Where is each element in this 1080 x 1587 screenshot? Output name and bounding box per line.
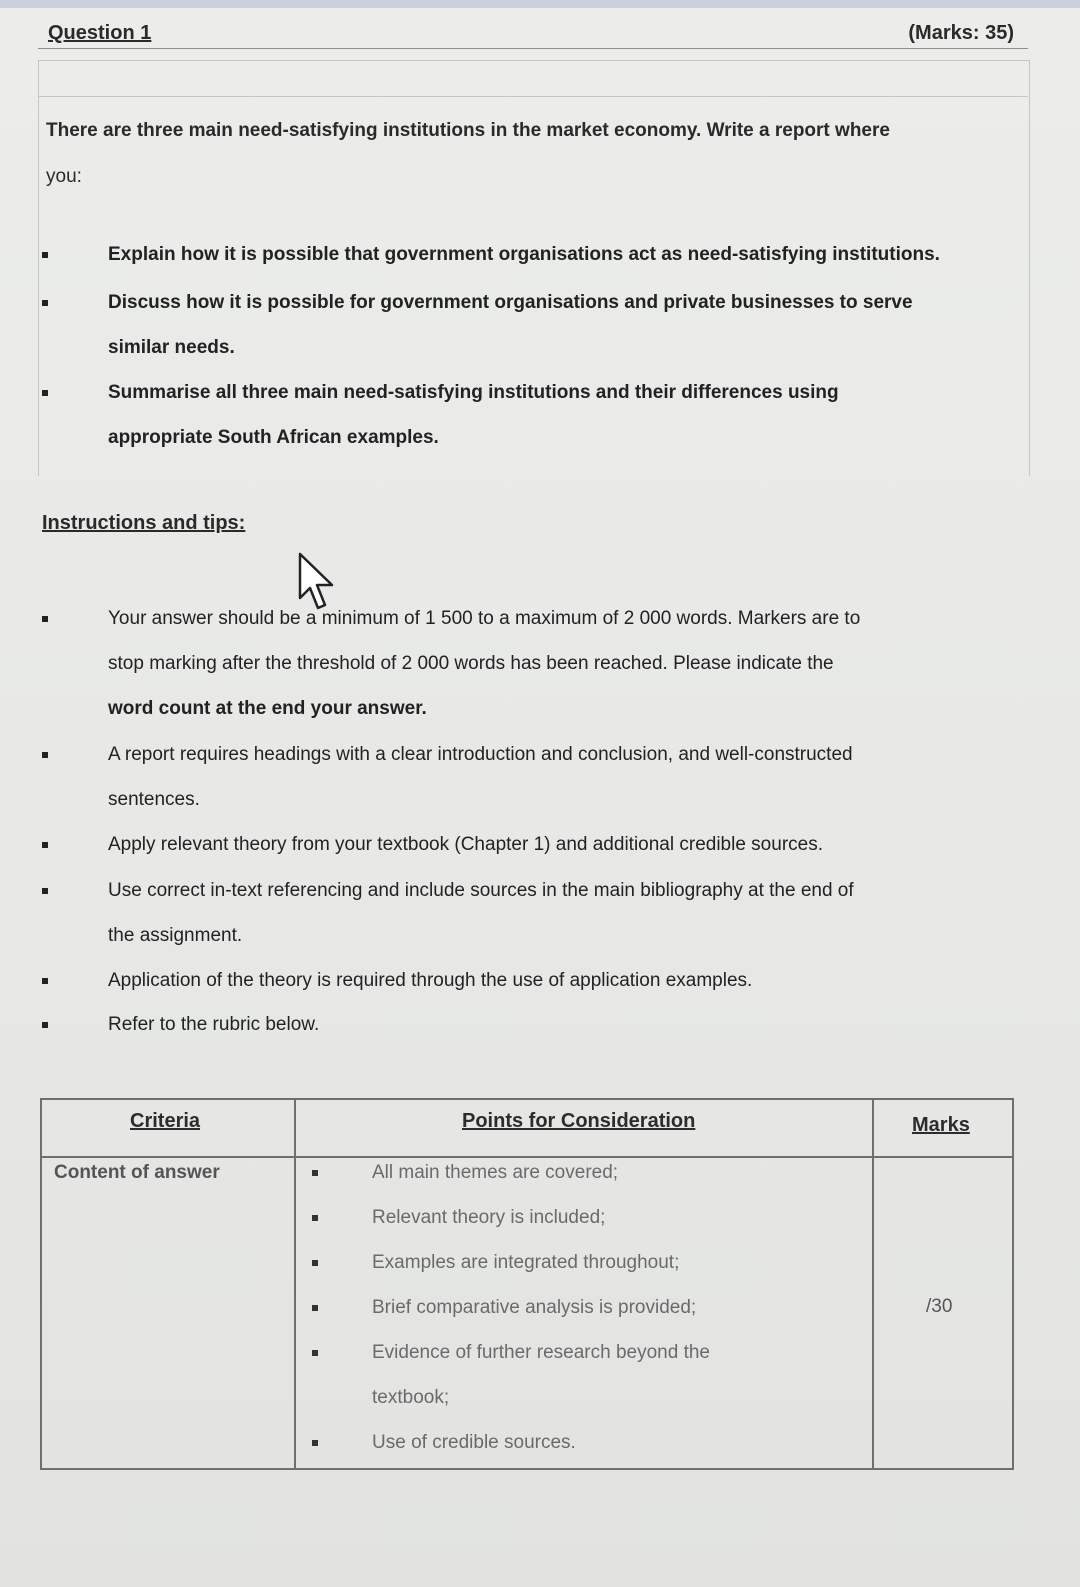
task-line: Summarise all three main need-satisfying institutions and their differences using [108,382,839,403]
rubric-point-text [372,1240,802,1285]
task-line: Discuss how it is possible for government organisations and private businesses to serve [108,292,913,313]
instruction-line: Application of the theory is required through the use of application examples. [108,970,753,991]
bullet-icon [42,300,48,306]
header-marks: Marks [912,1114,970,1136]
bullet-icon [42,752,48,758]
intro-line-2: you: [46,166,82,187]
task-line: similar needs. [108,337,235,358]
bullet-icon [312,1440,318,1446]
instruction-line: sentences. [108,789,200,810]
bullet-icon [42,616,48,622]
instruction-line: stop marking after the threshold of 2 000 words has been reached. Please indicate the [108,653,834,674]
marks-cell: /30 [926,1296,953,1317]
bullet-icon [312,1260,318,1266]
intro-line-1: There are three main need-satisfying institutions in the market economy. Write a report where [46,120,890,141]
bullet-icon [312,1350,318,1356]
instruction-line: Your answer should be a minimum of 1 500 to a maximum of 2 000 words. Markers are to [108,608,861,629]
rubric-point-line: All main themes are covered; [372,1162,619,1183]
rubric-point-text [372,1420,802,1465]
rubric-point-line: Relevant theory is included; [372,1207,606,1228]
rubric-point-line: Use of credible sources. [372,1432,576,1453]
question-marks: (Marks: 35) [908,22,1014,44]
bullet-icon [312,1305,318,1311]
bullet-icon [42,390,48,396]
instruction-line: the assignment. [108,925,243,946]
task-line: Explain how it is possible that government organisations act as need-satisfying institutions. [108,244,940,265]
instruction-line: Apply relevant theory from your textbook (Chapter 1) and additional credible sources. [108,834,823,855]
rubric-point-text [372,1285,802,1330]
task-line: appropriate South African examples. [108,427,439,448]
rubric-point-line: Examples are integrated throughout; [372,1252,680,1273]
screen-edge [0,0,1080,8]
bullet-icon [42,888,48,894]
instructions-heading: Instructions and tips: [42,512,246,534]
rubric-point-line: textbook; [372,1387,450,1408]
rubric-point-text [372,1150,802,1195]
bullet-icon [42,978,48,984]
instruction-line: Use correct in-text referencing and include sources in the main bibliography at the end of [108,880,854,901]
rubric-point-text [372,1330,802,1420]
rubric-point-line: Evidence of further research beyond the [372,1342,710,1363]
header-criteria: Criteria [130,1110,201,1132]
bullet-icon [42,1022,48,1028]
intro-paragraph [46,108,1006,200]
instruction-line: word count at the end your answer. [108,698,427,719]
instruction-line: A report requires headings with a clear introduction and conclusion, and well-constructed [108,744,853,765]
rubric-table [40,1098,1014,1470]
question-header [38,16,1028,49]
rubric-point-line: Brief comparative analysis is provided; [372,1297,697,1318]
criteria-cell: Content of answer [54,1162,220,1183]
bullet-icon [42,842,48,848]
frame-divider [38,96,1028,97]
bullet-icon [312,1170,318,1176]
rubric-point-text [372,1195,802,1240]
bullet-icon [42,252,48,258]
question-title: Question 1 [48,22,152,44]
header-points: Points for Consideration [462,1110,696,1132]
instruction-line: Refer to the rubric below. [108,1014,320,1035]
bullet-icon [312,1215,318,1221]
